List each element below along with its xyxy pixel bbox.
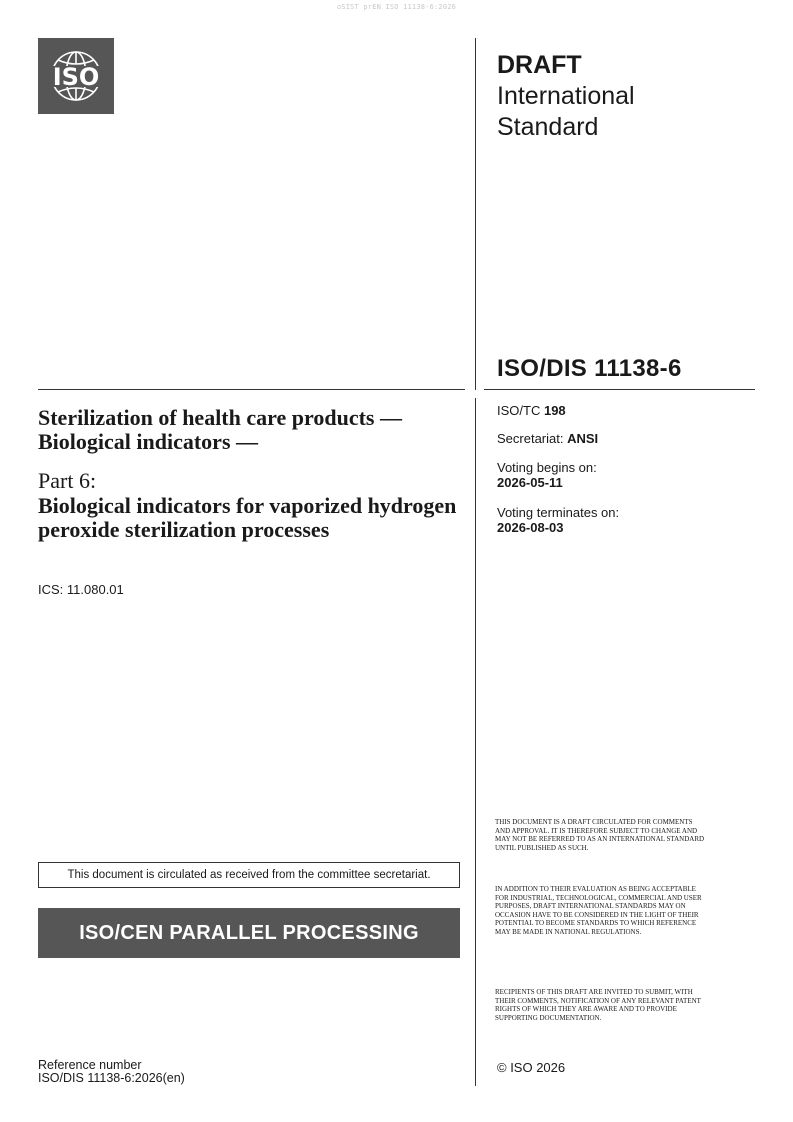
disclaimer-paragraph-3: RECIPIENTS OF THIS DRAFT ARE INVITED TO SUBMIT, WITH THEIR COMMENTS, NOTIFICATION OF ANY RELEVANT PATENT RIGHTS OF WHICH THEY ARE AWARE AND TO PROVIDE SUPPORTING DOCUMENTATION.	[495, 988, 701, 1022]
voting-begins-date: 2026-05-11	[497, 475, 563, 490]
column-divider-top	[475, 38, 476, 390]
disclaimer-paragraph-1: THIS DOCUMENT IS A DRAFT CIRCULATED FOR COMMENTS AND APPROVAL. IT IS THEREFORE SUBJECT TO CHANGE AND MAY NOT BE REFERRED TO AS AN INTERNATIONAL STANDARD UNTIL PUBLISHED AS SUCH.	[495, 818, 705, 852]
reference-number	[38, 1059, 185, 1085]
international-label: International	[497, 82, 635, 110]
document-title: Sterilization of health care products — Biological indicators —	[38, 405, 402, 454]
watermark: oSIST prEN ISO 11138-6:2026	[336, 3, 457, 11]
voting-begins	[497, 460, 597, 490]
voting-terminates-date: 2026-08-03	[497, 520, 564, 535]
tc-value: 198	[543, 403, 566, 418]
voting-terminates	[497, 505, 619, 535]
reference-value: ISO/DIS 11138-6:2026(en)	[38, 1071, 185, 1085]
iso-logo	[38, 38, 114, 114]
technical-committee	[497, 403, 566, 418]
document-identifier: ISO/DIS 11138-6	[497, 355, 682, 382]
iso-globe-logo-icon	[38, 38, 114, 114]
secretariat-label: Secretariat:	[497, 431, 564, 446]
svg-text:ISO: ISO	[52, 63, 100, 91]
copyright: © ISO 2026	[497, 1060, 566, 1075]
tc-label: ISO/TC	[497, 403, 541, 418]
part-title: Biological indicators for vaporized hydrogen peroxide sterilization processes	[38, 493, 457, 542]
standard-label: Standard	[497, 113, 599, 141]
secretariat	[497, 431, 598, 446]
disclaimer-paragraph-2: IN ADDITION TO THEIR EVALUATION AS BEING ACCEPTABLE FOR INDUSTRIAL, TECHNOLOGICAL, COMMERCIAL AND USER PURPOSES, DRAFT INTERNATIONAL STANDARDS MAY ON OCCASION HAVE TO BE CONSIDERED IN THE LIGHT OF THEIR POTENTIAL TO BECOME STANDARDS TO WHICH REFERENCE MAY BE MADE IN NATIONAL REGULATIONS.	[495, 885, 702, 936]
title-rule-left	[38, 389, 465, 390]
parallel-processing-banner: ISO/CEN PARALLEL PROCESSING	[38, 908, 460, 958]
voting-begins-label: Voting begins on:	[497, 460, 597, 475]
part-label: Part 6:	[38, 468, 97, 493]
document-status	[497, 50, 635, 143]
ics-code: ICS: 11.080.01	[38, 582, 124, 597]
voting-terminates-label: Voting terminates on:	[497, 505, 620, 520]
secretariat-value: ANSI	[567, 431, 599, 446]
circulation-notice: This document is circulated as received from the committee secretariat.	[38, 862, 460, 888]
reference-label: Reference number	[38, 1058, 142, 1072]
column-divider-bottom	[475, 398, 476, 1086]
draft-label: DRAFT	[497, 51, 582, 79]
title-rule-right	[484, 389, 755, 390]
